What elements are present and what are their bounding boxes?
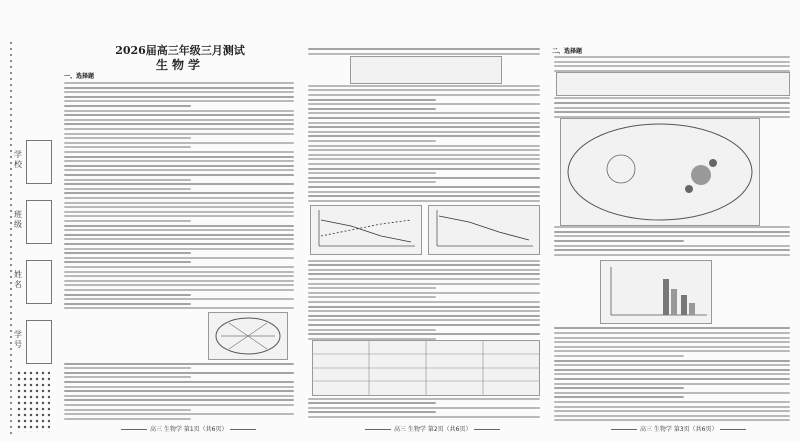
section-heading-1: 一、选择题 (64, 73, 95, 80)
text-line (64, 215, 294, 217)
text-line (308, 108, 436, 110)
text-line (554, 360, 790, 362)
cell-division-figure (208, 312, 288, 360)
text-line (554, 341, 790, 343)
text-line (308, 89, 540, 91)
text-line (308, 306, 540, 308)
text-line (308, 149, 540, 151)
text-line (308, 172, 436, 174)
text-line (554, 369, 790, 371)
text-line (308, 122, 540, 124)
text-line (554, 102, 790, 104)
text-line (64, 280, 294, 282)
text-line (554, 415, 790, 417)
text-line (64, 238, 294, 240)
text-line (554, 245, 790, 247)
text-line (308, 407, 540, 409)
text-line (308, 195, 540, 197)
text-line (554, 396, 684, 398)
text-line (554, 235, 790, 237)
text-line (64, 96, 294, 98)
reaction-scheme-figure (350, 56, 502, 84)
text-line (308, 398, 540, 400)
text-line (308, 163, 540, 165)
text-line (64, 248, 294, 250)
text-line (64, 202, 294, 204)
text-line (554, 111, 790, 113)
text-line (64, 137, 191, 139)
text-line (308, 260, 540, 262)
text-line (308, 264, 540, 266)
text-line (554, 350, 790, 352)
text-line (64, 87, 294, 89)
text-line (64, 179, 191, 181)
text-line (64, 284, 294, 286)
text-line (64, 211, 294, 213)
text-line (64, 105, 191, 107)
cut-line (9, 40, 13, 435)
text-line (308, 200, 540, 202)
text-line (308, 131, 540, 133)
text-line (64, 372, 294, 374)
text-line (554, 378, 790, 380)
page-footer-2: 高三 生物学 第2页（共6页） (362, 424, 503, 433)
text-line (308, 269, 540, 271)
binding-margin (0, 40, 56, 435)
text-line (64, 294, 191, 296)
text-line (64, 156, 294, 158)
text-line (554, 355, 684, 357)
text-line (64, 110, 294, 112)
text-line (308, 181, 436, 183)
text-line (308, 140, 436, 142)
text-line (308, 48, 540, 50)
text-line (64, 409, 191, 411)
text-line (554, 65, 790, 67)
text-line (64, 183, 294, 185)
text-line (554, 387, 684, 389)
text-line (308, 112, 540, 114)
text-line (308, 53, 540, 55)
text-line (308, 329, 436, 331)
text-line (64, 160, 294, 162)
label-school: 学校 (14, 150, 22, 169)
text-line (64, 386, 294, 388)
text-line (64, 229, 294, 231)
text-line (64, 225, 294, 227)
line-graph-right (428, 205, 540, 255)
text-line (64, 275, 294, 277)
text-line (64, 119, 294, 121)
text-line (308, 117, 540, 119)
text-line (64, 376, 191, 378)
text-line (308, 168, 540, 170)
text-line (308, 283, 540, 285)
text-line (308, 94, 540, 96)
id-bubble-grid[interactable] (16, 370, 50, 432)
text-line (554, 327, 790, 329)
bar-chart-figure (600, 260, 712, 324)
text-line (308, 177, 540, 179)
text-line (64, 133, 294, 135)
text-line (64, 142, 294, 144)
text-line (554, 231, 790, 233)
text-line (64, 82, 294, 84)
text-line (64, 390, 294, 392)
section-heading-2: 二、选择题 (552, 48, 583, 55)
text-line (308, 154, 540, 156)
text-line (308, 158, 540, 160)
text-line (64, 367, 191, 369)
class-field[interactable] (26, 200, 52, 244)
text-line (64, 381, 294, 383)
text-line (64, 261, 191, 263)
text-line (64, 404, 294, 406)
text-line (554, 364, 790, 366)
text-line (554, 56, 790, 58)
data-table (312, 340, 540, 396)
text-line (308, 301, 540, 303)
text-line (64, 91, 294, 93)
cell-signaling-figure (560, 118, 760, 226)
line-graph-left (310, 205, 422, 255)
text-line (554, 240, 684, 242)
text-line (308, 103, 540, 105)
text-line (554, 337, 790, 339)
text-line (64, 243, 294, 245)
text-line (64, 298, 294, 300)
student-id-field[interactable] (26, 320, 52, 364)
text-line (554, 249, 790, 251)
text-line (64, 234, 294, 236)
label-student-id: 学号 (14, 330, 22, 349)
exam-title: 2026届高三年级三月测试 (115, 44, 245, 57)
text-line (308, 145, 540, 147)
text-line (64, 220, 191, 222)
text-line (554, 401, 790, 403)
text-line (308, 126, 540, 128)
text-line (554, 373, 790, 375)
name-field[interactable] (26, 260, 52, 304)
text-line (64, 303, 191, 305)
text-line (64, 114, 294, 116)
text-line (308, 324, 540, 326)
text-line (308, 319, 540, 321)
text-line (64, 257, 294, 259)
text-line (308, 416, 540, 418)
text-line (64, 395, 294, 397)
text-line (64, 307, 294, 309)
text-line (64, 169, 294, 171)
text-line (308, 292, 540, 294)
text-line (554, 107, 790, 109)
text-line (308, 186, 540, 188)
text-line (308, 135, 540, 137)
text-line (554, 410, 790, 412)
text-line (64, 266, 294, 268)
page-footer-3: 高三 生物学 第3页（共6页） (608, 424, 749, 433)
text-line (554, 392, 790, 394)
text-line (64, 151, 294, 153)
text-line (308, 287, 436, 289)
text-line (64, 128, 294, 130)
text-line (308, 296, 436, 298)
text-line (308, 99, 436, 101)
text-line (554, 226, 790, 228)
school-field[interactable] (26, 140, 52, 184)
text-line (554, 383, 790, 385)
text-line (64, 188, 191, 190)
exam-subject: 生物学 (155, 58, 204, 72)
text-line (308, 273, 540, 275)
text-line (308, 333, 540, 335)
text-line (64, 123, 294, 125)
text-line (64, 271, 294, 273)
text-line (554, 332, 790, 334)
text-line (64, 197, 294, 199)
text-line (308, 191, 540, 193)
label-class: 班级 (14, 210, 22, 229)
text-line (308, 278, 540, 280)
text-line (64, 192, 294, 194)
text-line (554, 419, 790, 421)
text-line (308, 402, 436, 404)
text-line (308, 85, 540, 87)
text-line (64, 100, 294, 102)
text-line (308, 310, 540, 312)
text-line (64, 289, 294, 291)
text-line (64, 165, 294, 167)
text-line (554, 97, 790, 99)
text-line (554, 61, 790, 63)
text-line (554, 254, 790, 256)
page-footer-1: 高三 生物学 第1页（共6页） (118, 424, 259, 433)
text-line (554, 346, 790, 348)
text-line (308, 315, 540, 317)
text-line (554, 406, 790, 408)
text-line (64, 174, 294, 176)
text-line (64, 413, 294, 415)
text-line (308, 411, 436, 413)
process-flow-figure (556, 72, 790, 96)
text-line (64, 252, 191, 254)
text-line (64, 146, 191, 148)
text-line (64, 399, 294, 401)
text-line (64, 418, 191, 420)
label-name: 姓名 (14, 270, 22, 289)
text-line (64, 206, 294, 208)
text-line (64, 363, 294, 365)
